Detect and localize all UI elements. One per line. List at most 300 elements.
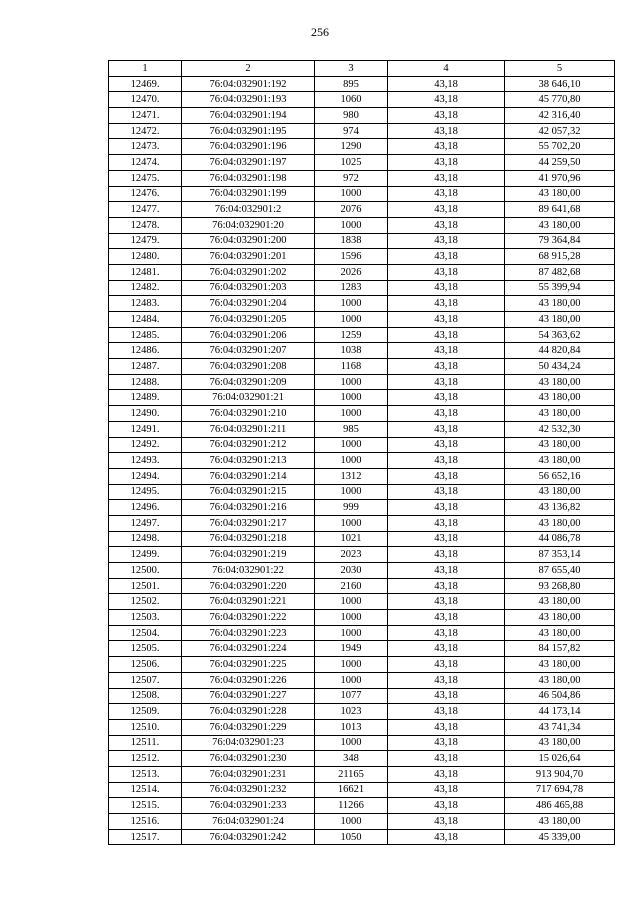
row-number-cell: 12511. (109, 735, 182, 751)
row-number-cell: 12510. (109, 719, 182, 735)
row-number-cell: 12515. (109, 798, 182, 814)
rate-cell: 43,18 (388, 751, 505, 767)
row-number-cell: 12504. (109, 625, 182, 641)
cadastral-number-cell: 76:04:032901:24 (182, 814, 315, 830)
cadastral-number-cell: 76:04:032901:198 (182, 170, 315, 186)
amount-cell: 50 434,24 (505, 359, 615, 375)
rate-cell: 43,18 (388, 578, 505, 594)
amount-cell: 38 646,10 (505, 76, 615, 92)
amount-cell: 44 173,14 (505, 704, 615, 720)
row-number-cell: 12472. (109, 123, 182, 139)
row-number-cell: 12480. (109, 249, 182, 265)
cadastral-number-cell: 76:04:032901:197 (182, 155, 315, 171)
area-cell: 2030 (315, 563, 388, 579)
row-number-cell: 12477. (109, 202, 182, 218)
area-cell: 1949 (315, 641, 388, 657)
area-cell: 1312 (315, 468, 388, 484)
rate-cell: 43,18 (388, 202, 505, 218)
rate-cell: 43,18 (388, 108, 505, 124)
rate-cell: 43,18 (388, 249, 505, 265)
rate-cell: 43,18 (388, 421, 505, 437)
area-cell: 999 (315, 500, 388, 516)
cadastral-number-cell: 76:04:032901:230 (182, 751, 315, 767)
amount-cell: 43 180,00 (505, 217, 615, 233)
area-cell: 2026 (315, 264, 388, 280)
table-row (109, 233, 615, 249)
table-row (109, 578, 615, 594)
column-header-4: 4 (388, 61, 505, 77)
row-number-cell: 12505. (109, 641, 182, 657)
row-number-cell: 12503. (109, 610, 182, 626)
table-row (109, 782, 615, 798)
area-cell: 1023 (315, 704, 388, 720)
amount-cell: 87 353,14 (505, 547, 615, 563)
table-row (109, 766, 615, 782)
area-cell: 985 (315, 421, 388, 437)
cadastral-number-cell: 76:04:032901:199 (182, 186, 315, 202)
rate-cell: 43,18 (388, 233, 505, 249)
rate-cell: 43,18 (388, 327, 505, 343)
table-row (109, 610, 615, 626)
table-row (109, 751, 615, 767)
table-row (109, 641, 615, 657)
amount-cell: 93 268,80 (505, 578, 615, 594)
amount-cell: 79 364,84 (505, 233, 615, 249)
amount-cell: 46 504,86 (505, 688, 615, 704)
amount-cell: 56 652,16 (505, 468, 615, 484)
amount-cell: 44 259,50 (505, 155, 615, 171)
area-cell: 1000 (315, 814, 388, 830)
row-number-cell: 12482. (109, 280, 182, 296)
rate-cell: 43,18 (388, 280, 505, 296)
cadastral-number-cell: 76:04:032901:212 (182, 437, 315, 453)
table-row (109, 170, 615, 186)
area-cell: 2160 (315, 578, 388, 594)
row-number-cell: 12481. (109, 264, 182, 280)
row-number-cell: 12490. (109, 406, 182, 422)
area-cell: 1000 (315, 374, 388, 390)
table-row (109, 657, 615, 673)
area-cell: 1050 (315, 829, 388, 845)
rate-cell: 43,18 (388, 672, 505, 688)
table-row (109, 139, 615, 155)
row-number-cell: 12470. (109, 92, 182, 108)
area-cell: 1060 (315, 92, 388, 108)
row-number-cell: 12488. (109, 374, 182, 390)
cadastral-number-cell: 76:04:032901:207 (182, 343, 315, 359)
table-row (109, 719, 615, 735)
column-header-5: 5 (505, 61, 615, 77)
table-row (109, 359, 615, 375)
rate-cell: 43,18 (388, 829, 505, 845)
rate-cell: 43,18 (388, 594, 505, 610)
row-number-cell: 12508. (109, 688, 182, 704)
table-row (109, 312, 615, 328)
table-row (109, 327, 615, 343)
table-row (109, 437, 615, 453)
cadastral-number-cell: 76:04:032901:22 (182, 563, 315, 579)
rate-cell: 43,18 (388, 123, 505, 139)
row-number-cell: 12495. (109, 484, 182, 500)
amount-cell: 55 702,20 (505, 139, 615, 155)
rate-cell: 43,18 (388, 437, 505, 453)
area-cell: 2023 (315, 547, 388, 563)
cadastral-number-cell: 76:04:032901:223 (182, 625, 315, 641)
row-number-cell: 12494. (109, 468, 182, 484)
cadastral-number-cell: 76:04:032901:206 (182, 327, 315, 343)
row-number-cell: 12479. (109, 233, 182, 249)
area-cell: 1000 (315, 390, 388, 406)
amount-cell: 84 157,82 (505, 641, 615, 657)
rate-cell: 43,18 (388, 186, 505, 202)
row-number-cell: 12487. (109, 359, 182, 375)
rate-cell: 43,18 (388, 92, 505, 108)
cadastral-number-cell: 76:04:032901:215 (182, 484, 315, 500)
row-number-cell: 12491. (109, 421, 182, 437)
row-number-cell: 12496. (109, 500, 182, 516)
table-row (109, 421, 615, 437)
rate-cell: 43,18 (388, 625, 505, 641)
table-row (109, 155, 615, 171)
cadastral-number-cell: 76:04:032901:209 (182, 374, 315, 390)
cadastral-number-cell: 76:04:032901:224 (182, 641, 315, 657)
rate-cell: 43,18 (388, 641, 505, 657)
amount-cell: 43 180,00 (505, 735, 615, 751)
cadastral-number-cell: 76:04:032901:2 (182, 202, 315, 218)
amount-cell: 15 026,64 (505, 751, 615, 767)
table-row (109, 343, 615, 359)
cadastral-number-cell: 76:04:032901:226 (182, 672, 315, 688)
area-cell: 895 (315, 76, 388, 92)
table-row (109, 814, 615, 830)
area-cell: 21165 (315, 766, 388, 782)
rate-cell: 43,18 (388, 264, 505, 280)
area-cell: 1596 (315, 249, 388, 265)
amount-cell: 43 180,00 (505, 374, 615, 390)
row-number-cell: 12471. (109, 108, 182, 124)
rate-cell: 43,18 (388, 704, 505, 720)
cadastral-number-cell: 76:04:032901:214 (182, 468, 315, 484)
row-number-cell: 12475. (109, 170, 182, 186)
cadastral-number-cell: 76:04:032901:227 (182, 688, 315, 704)
table-row (109, 280, 615, 296)
amount-cell: 43 741,34 (505, 719, 615, 735)
amount-cell: 44 086,78 (505, 531, 615, 547)
table-row (109, 547, 615, 563)
amount-cell: 43 180,00 (505, 672, 615, 688)
amount-cell: 43 180,00 (505, 625, 615, 641)
amount-cell: 87 655,40 (505, 563, 615, 579)
amount-cell: 913 904,70 (505, 766, 615, 782)
cadastral-number-cell: 76:04:032901:213 (182, 453, 315, 469)
area-cell: 974 (315, 123, 388, 139)
row-number-cell: 12499. (109, 547, 182, 563)
amount-cell: 54 363,62 (505, 327, 615, 343)
area-cell: 1021 (315, 531, 388, 547)
data-table (108, 60, 615, 845)
area-cell: 1077 (315, 688, 388, 704)
table-row (109, 186, 615, 202)
row-number-cell: 12507. (109, 672, 182, 688)
row-number-cell: 12513. (109, 766, 182, 782)
rate-cell: 43,18 (388, 500, 505, 516)
cadastral-number-cell: 76:04:032901:210 (182, 406, 315, 422)
table-row (109, 594, 615, 610)
rate-cell: 43,18 (388, 547, 505, 563)
rate-cell: 43,18 (388, 296, 505, 312)
area-cell: 1038 (315, 343, 388, 359)
row-number-cell: 12498. (109, 531, 182, 547)
row-number-cell: 12516. (109, 814, 182, 830)
cadastral-number-cell: 76:04:032901:195 (182, 123, 315, 139)
amount-cell: 43 180,00 (505, 296, 615, 312)
cadastral-number-cell: 76:04:032901:204 (182, 296, 315, 312)
amount-cell: 486 465,88 (505, 798, 615, 814)
rate-cell: 43,18 (388, 170, 505, 186)
rate-cell: 43,18 (388, 515, 505, 531)
table-row (109, 688, 615, 704)
cadastral-number-cell: 76:04:032901:196 (182, 139, 315, 155)
table-row (109, 76, 615, 92)
rate-cell: 43,18 (388, 766, 505, 782)
rate-cell: 43,18 (388, 155, 505, 171)
table-row (109, 500, 615, 516)
row-number-cell: 12514. (109, 782, 182, 798)
row-number-cell: 12485. (109, 327, 182, 343)
cadastral-number-cell: 76:04:032901:242 (182, 829, 315, 845)
table-row (109, 123, 615, 139)
rate-cell: 43,18 (388, 657, 505, 673)
area-cell: 1000 (315, 594, 388, 610)
cadastral-number-cell: 76:04:032901:194 (182, 108, 315, 124)
table-row (109, 390, 615, 406)
area-cell: 1000 (315, 312, 388, 328)
amount-cell: 43 180,00 (505, 594, 615, 610)
area-cell: 1000 (315, 437, 388, 453)
table-row (109, 92, 615, 108)
amount-cell: 43 180,00 (505, 406, 615, 422)
rate-cell: 43,18 (388, 563, 505, 579)
cadastral-number-cell: 76:04:032901:21 (182, 390, 315, 406)
table-row (109, 484, 615, 500)
cadastral-number-cell: 76:04:032901:231 (182, 766, 315, 782)
cadastral-number-cell: 76:04:032901:222 (182, 610, 315, 626)
cadastral-number-cell: 76:04:032901:20 (182, 217, 315, 233)
amount-cell: 43 180,00 (505, 515, 615, 531)
cadastral-number-cell: 76:04:032901:233 (182, 798, 315, 814)
table-row (109, 202, 615, 218)
row-number-cell: 12483. (109, 296, 182, 312)
area-cell: 1838 (315, 233, 388, 249)
table-row (109, 468, 615, 484)
rate-cell: 43,18 (388, 343, 505, 359)
table-row (109, 672, 615, 688)
table-row (109, 735, 615, 751)
table-row (109, 406, 615, 422)
table-row (109, 625, 615, 641)
rate-cell: 43,18 (388, 76, 505, 92)
area-cell: 1000 (315, 484, 388, 500)
row-number-cell: 12489. (109, 390, 182, 406)
area-cell: 2076 (315, 202, 388, 218)
rate-cell: 43,18 (388, 735, 505, 751)
amount-cell: 43 180,00 (505, 312, 615, 328)
rate-cell: 43,18 (388, 359, 505, 375)
amount-cell: 43 180,00 (505, 186, 615, 202)
area-cell: 348 (315, 751, 388, 767)
table-row (109, 563, 615, 579)
amount-cell: 42 316,40 (505, 108, 615, 124)
area-cell: 1000 (315, 217, 388, 233)
rate-cell: 43,18 (388, 374, 505, 390)
amount-cell: 43 180,00 (505, 657, 615, 673)
area-cell: 1000 (315, 672, 388, 688)
cadastral-number-cell: 76:04:032901:221 (182, 594, 315, 610)
table-row (109, 453, 615, 469)
cadastral-number-cell: 76:04:032901:219 (182, 547, 315, 563)
cadastral-number-cell: 76:04:032901:192 (182, 76, 315, 92)
rate-cell: 43,18 (388, 139, 505, 155)
cadastral-number-cell: 76:04:032901:217 (182, 515, 315, 531)
cadastral-number-cell: 76:04:032901:205 (182, 312, 315, 328)
rate-cell: 43,18 (388, 531, 505, 547)
cadastral-number-cell: 76:04:032901:220 (182, 578, 315, 594)
table-row (109, 515, 615, 531)
cadastral-number-cell: 76:04:032901:200 (182, 233, 315, 249)
row-number-cell: 12517. (109, 829, 182, 845)
cadastral-number-cell: 76:04:032901:23 (182, 735, 315, 751)
area-cell: 1283 (315, 280, 388, 296)
table-row (109, 798, 615, 814)
area-cell: 11266 (315, 798, 388, 814)
row-number-cell: 12474. (109, 155, 182, 171)
rate-cell: 43,18 (388, 453, 505, 469)
amount-cell: 43 136,82 (505, 500, 615, 516)
cadastral-number-cell: 76:04:032901:203 (182, 280, 315, 296)
rate-cell: 43,18 (388, 814, 505, 830)
rate-cell: 43,18 (388, 610, 505, 626)
table-row (109, 531, 615, 547)
area-cell: 1000 (315, 296, 388, 312)
area-cell: 1000 (315, 453, 388, 469)
area-cell: 1000 (315, 625, 388, 641)
row-number-cell: 12473. (109, 139, 182, 155)
amount-cell: 43 180,00 (505, 814, 615, 830)
row-number-cell: 12497. (109, 515, 182, 531)
amount-cell: 45 339,00 (505, 829, 615, 845)
amount-cell: 45 770,80 (505, 92, 615, 108)
cadastral-number-cell: 76:04:032901:228 (182, 704, 315, 720)
area-cell: 1013 (315, 719, 388, 735)
rate-cell: 43,18 (388, 312, 505, 328)
area-cell: 980 (315, 108, 388, 124)
amount-cell: 42 057,32 (505, 123, 615, 139)
table-row (109, 296, 615, 312)
cadastral-number-cell: 76:04:032901:208 (182, 359, 315, 375)
rate-cell: 43,18 (388, 484, 505, 500)
row-number-cell: 12469. (109, 76, 182, 92)
amount-cell: 717 694,78 (505, 782, 615, 798)
row-number-cell: 12500. (109, 563, 182, 579)
cadastral-number-cell: 76:04:032901:216 (182, 500, 315, 516)
area-cell: 1290 (315, 139, 388, 155)
table-row (109, 829, 615, 845)
table-row (109, 374, 615, 390)
row-number-cell: 12506. (109, 657, 182, 673)
cadastral-number-cell: 76:04:032901:193 (182, 92, 315, 108)
rate-cell: 43,18 (388, 406, 505, 422)
rate-cell: 43,18 (388, 217, 505, 233)
rate-cell: 43,18 (388, 688, 505, 704)
rate-cell: 43,18 (388, 719, 505, 735)
area-cell: 1168 (315, 359, 388, 375)
area-cell: 1000 (315, 515, 388, 531)
page-number: 256 (311, 25, 329, 39)
area-cell: 1000 (315, 735, 388, 751)
header-row (109, 61, 615, 77)
amount-cell: 89 641,68 (505, 202, 615, 218)
row-number-cell: 12501. (109, 578, 182, 594)
rate-cell: 43,18 (388, 798, 505, 814)
rate-cell: 43,18 (388, 782, 505, 798)
table-body (109, 76, 615, 845)
row-number-cell: 12502. (109, 594, 182, 610)
area-cell: 1000 (315, 406, 388, 422)
rate-cell: 43,18 (388, 390, 505, 406)
column-header-1: 1 (109, 61, 182, 77)
amount-cell: 43 180,00 (505, 484, 615, 500)
amount-cell: 43 180,00 (505, 610, 615, 626)
amount-cell: 44 820,84 (505, 343, 615, 359)
row-number-cell: 12476. (109, 186, 182, 202)
cadastral-number-cell: 76:04:032901:232 (182, 782, 315, 798)
area-cell: 1259 (315, 327, 388, 343)
row-number-cell: 12486. (109, 343, 182, 359)
cadastral-number-cell: 76:04:032901:201 (182, 249, 315, 265)
table-row (109, 108, 615, 124)
row-number-cell: 12492. (109, 437, 182, 453)
row-number-cell: 12478. (109, 217, 182, 233)
column-header-3: 3 (315, 61, 388, 77)
amount-cell: 43 180,00 (505, 390, 615, 406)
table-row (109, 704, 615, 720)
amount-cell: 43 180,00 (505, 453, 615, 469)
amount-cell: 87 482,68 (505, 264, 615, 280)
amount-cell: 41 970,96 (505, 170, 615, 186)
area-cell: 16621 (315, 782, 388, 798)
row-number-cell: 12493. (109, 453, 182, 469)
row-number-cell: 12484. (109, 312, 182, 328)
cadastral-number-cell: 76:04:032901:202 (182, 264, 315, 280)
amount-cell: 55 399,94 (505, 280, 615, 296)
cadastral-number-cell: 76:04:032901:211 (182, 421, 315, 437)
column-header-2: 2 (182, 61, 315, 77)
area-cell: 1025 (315, 155, 388, 171)
area-cell: 1000 (315, 657, 388, 673)
cadastral-number-cell: 76:04:032901:218 (182, 531, 315, 547)
area-cell: 1000 (315, 186, 388, 202)
amount-cell: 68 915,28 (505, 249, 615, 265)
area-cell: 972 (315, 170, 388, 186)
row-number-cell: 12512. (109, 751, 182, 767)
row-number-cell: 12509. (109, 704, 182, 720)
amount-cell: 43 180,00 (505, 437, 615, 453)
cadastral-number-cell: 76:04:032901:229 (182, 719, 315, 735)
rate-cell: 43,18 (388, 468, 505, 484)
table-row (109, 249, 615, 265)
table-row (109, 264, 615, 280)
area-cell: 1000 (315, 610, 388, 626)
